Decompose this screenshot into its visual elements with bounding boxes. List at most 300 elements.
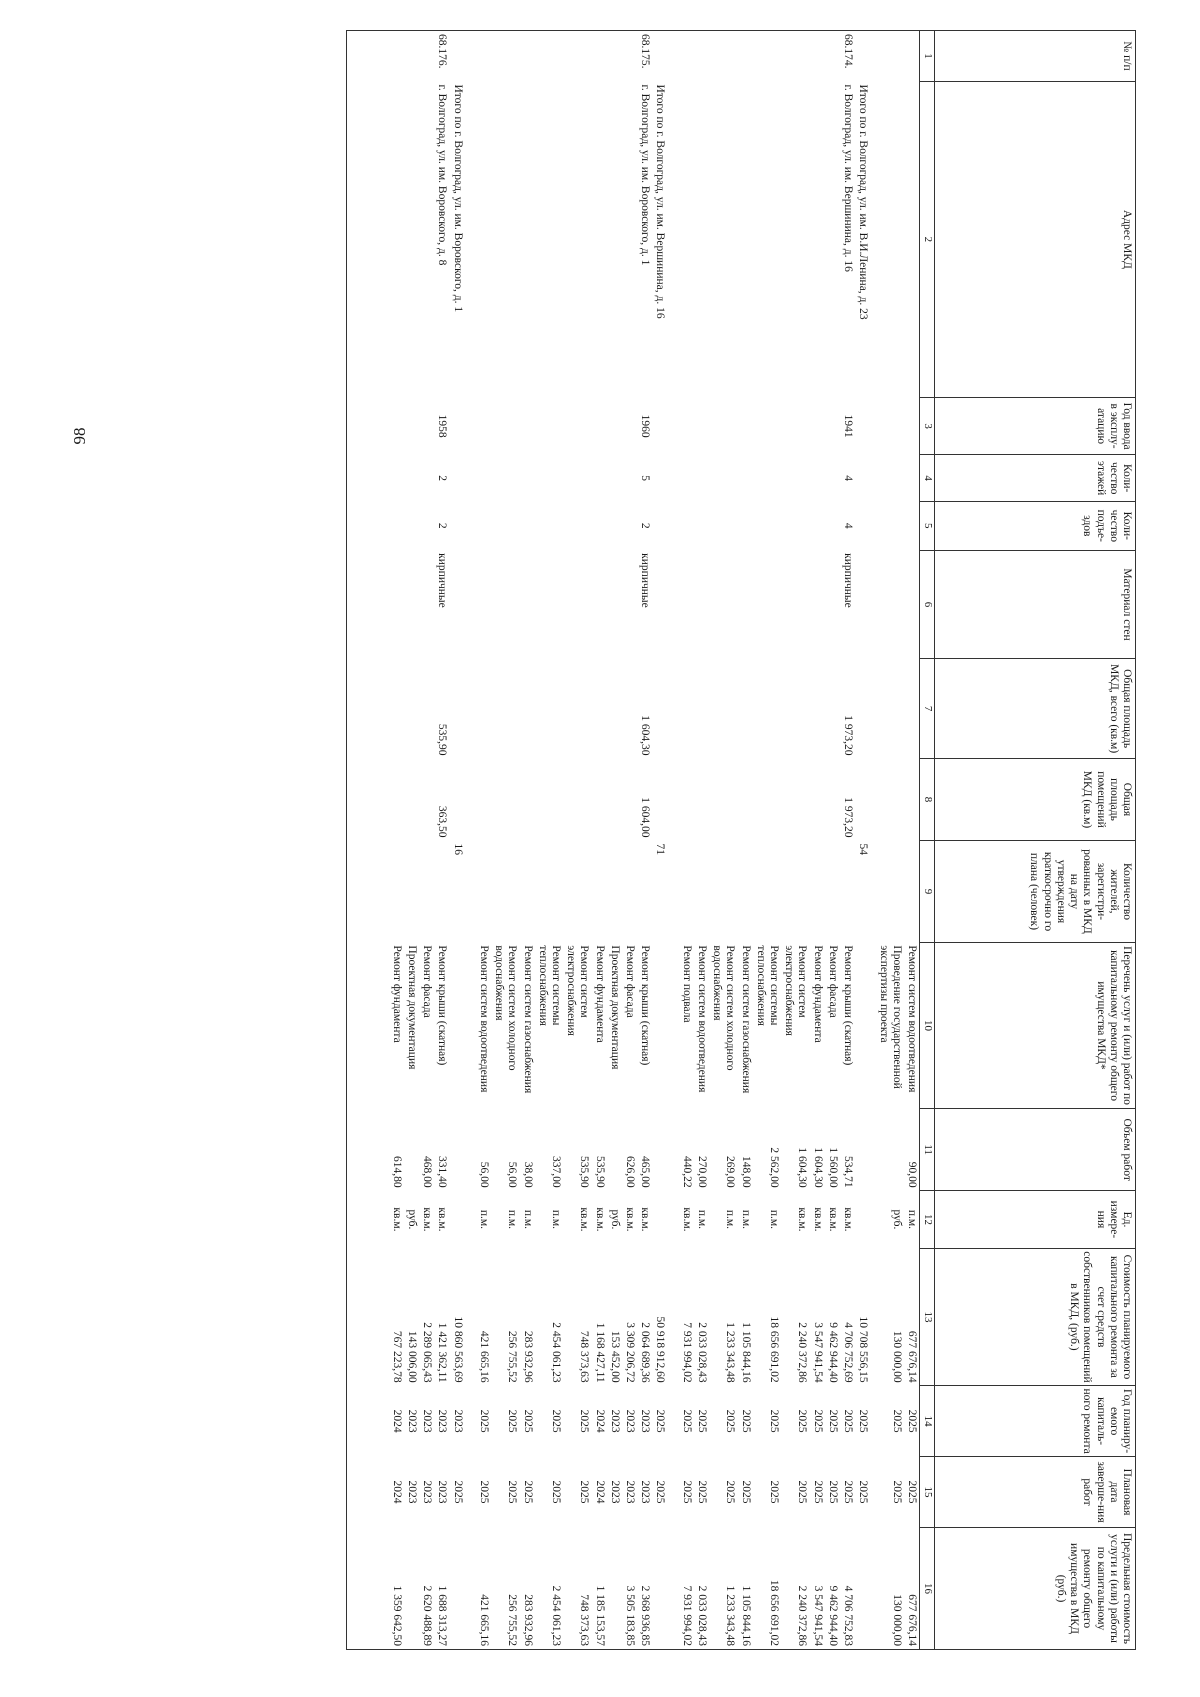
table-cell bbox=[622, 81, 637, 397]
table-cell bbox=[449, 758, 469, 840]
table-cell bbox=[607, 659, 622, 759]
column-header: Плановая дата заверше-ния работ bbox=[935, 1457, 1136, 1528]
table-cell bbox=[709, 501, 737, 550]
table-cell bbox=[637, 840, 652, 942]
area-rooms: 1 973,20 bbox=[842, 797, 855, 838]
table-cell bbox=[476, 840, 491, 942]
total-residents: 71 bbox=[654, 843, 667, 855]
work-year: 2023 bbox=[421, 1409, 434, 1433]
work-name: Ремонт крыши (скатная) bbox=[842, 945, 855, 1066]
wall-material: кирпичные bbox=[639, 553, 652, 608]
table-cell bbox=[825, 31, 840, 82]
work-limit-cost: 256 755,52 bbox=[491, 1527, 519, 1649]
table-cell bbox=[535, 81, 563, 397]
work-unit: кв.м. bbox=[390, 1207, 403, 1232]
table-cell bbox=[449, 1191, 469, 1249]
table-cell bbox=[419, 550, 434, 659]
table-cell bbox=[781, 81, 809, 397]
work-year: 2023 bbox=[624, 1409, 637, 1433]
table-cell bbox=[607, 397, 622, 455]
table-cell bbox=[591, 550, 606, 659]
table-row bbox=[781, 31, 809, 1650]
work-limit-cost: 1 185 153,57 bbox=[591, 1527, 606, 1649]
column-header: Стоимость планируемого капитального ремонта за счет средств собственников помещений в МКД, (руб.) bbox=[935, 1248, 1136, 1385]
table-cell bbox=[679, 501, 694, 550]
table-cell bbox=[389, 550, 404, 659]
table-cell bbox=[491, 81, 519, 397]
table-cell bbox=[404, 455, 419, 502]
work-end-date: 2023 bbox=[624, 1480, 637, 1504]
table-cell bbox=[753, 659, 781, 759]
table-cell bbox=[535, 397, 563, 455]
table-cell bbox=[673, 455, 679, 502]
work-unit: п.м. bbox=[549, 1209, 562, 1230]
work-limit-cost: 677 676,14 bbox=[904, 1527, 920, 1649]
table-cell bbox=[875, 455, 903, 502]
table-cell bbox=[673, 31, 679, 82]
work-volume bbox=[607, 1109, 622, 1191]
table-cell bbox=[519, 840, 534, 942]
table-cell bbox=[679, 840, 694, 942]
table-cell bbox=[519, 550, 534, 659]
table-cell bbox=[809, 81, 824, 397]
table-cell bbox=[904, 397, 920, 455]
table-cell bbox=[535, 501, 563, 550]
table-cell bbox=[449, 31, 469, 82]
table-cell bbox=[825, 455, 840, 502]
table-cell bbox=[904, 31, 920, 82]
table-cell bbox=[809, 501, 824, 550]
column-number: 7 bbox=[920, 659, 935, 759]
table-row bbox=[491, 31, 519, 1650]
table-cell bbox=[709, 659, 737, 759]
table-cell bbox=[470, 1527, 476, 1649]
work-name: Ремонт систем водоотведения bbox=[906, 945, 918, 1093]
table-cell bbox=[855, 31, 875, 82]
work-name: Ремонт систем газоснабжения bbox=[521, 945, 534, 1094]
work-cost: 1 233 343,48 bbox=[724, 1322, 737, 1383]
work-unit: кв.м. bbox=[796, 1207, 809, 1232]
work-cost: 2 289 065,43 bbox=[421, 1322, 434, 1383]
column-number-row bbox=[920, 31, 935, 1650]
table-cell bbox=[491, 758, 519, 840]
work-limit-cost: 1 359 642,50 bbox=[389, 1527, 404, 1649]
wall-material: кирпичные bbox=[842, 553, 855, 608]
table-cell bbox=[709, 758, 737, 840]
column-header: Ед. измере-ния bbox=[935, 1191, 1136, 1249]
work-year: 2024 bbox=[593, 1409, 606, 1433]
table-row bbox=[679, 31, 694, 1650]
work-limit-cost: 2 368 936,85 bbox=[637, 1527, 652, 1649]
table-row bbox=[694, 31, 709, 1650]
table-cell bbox=[673, 1248, 679, 1385]
table-cell bbox=[709, 397, 737, 455]
table-cell bbox=[652, 1191, 672, 1249]
total-label: Итого по г. Волгоград, ул. им. Воровского, д. 1 bbox=[451, 84, 464, 313]
work-unit: п.м. bbox=[739, 1209, 752, 1230]
work-year: 2025 bbox=[521, 1409, 534, 1433]
table-cell bbox=[470, 397, 476, 455]
work-year: 2025 bbox=[811, 1409, 824, 1433]
year-built: 1960 bbox=[639, 414, 652, 438]
table-cell bbox=[694, 501, 709, 550]
table-cell bbox=[875, 397, 903, 455]
total-residents: 54 bbox=[857, 843, 870, 855]
table-cell bbox=[449, 550, 469, 659]
work-unit: кв.м. bbox=[421, 1207, 434, 1232]
table-cell bbox=[679, 81, 694, 397]
table-cell bbox=[673, 659, 679, 759]
table-cell bbox=[652, 455, 672, 502]
work-limit-cost: 748 373,63 bbox=[563, 1527, 591, 1649]
table-cell bbox=[519, 758, 534, 840]
total-cost: 10 708 556,15 bbox=[857, 1316, 870, 1383]
table-cell bbox=[535, 31, 563, 82]
total-cost: 50 918 912,60 bbox=[654, 1316, 667, 1383]
work-name: Проектная документация bbox=[406, 945, 418, 1070]
table-cell bbox=[709, 31, 737, 82]
table-cell bbox=[875, 659, 903, 759]
table-cell bbox=[809, 31, 824, 82]
work-volume: 440,22 bbox=[680, 1156, 693, 1188]
table-cell bbox=[694, 455, 709, 502]
table-row bbox=[875, 31, 903, 1650]
table-cell bbox=[563, 758, 591, 840]
spacer-row bbox=[673, 31, 679, 1650]
work-unit: кв.м. bbox=[680, 1207, 693, 1232]
table-cell bbox=[404, 397, 419, 455]
column-header: Адрес МКД bbox=[935, 81, 1136, 397]
page-number: 98 bbox=[70, 427, 89, 445]
table-cell bbox=[563, 550, 591, 659]
table-cell bbox=[404, 758, 419, 840]
table-cell bbox=[875, 840, 903, 942]
column-number: 13 bbox=[920, 1248, 935, 1385]
table-cell bbox=[476, 550, 491, 659]
table-row bbox=[607, 31, 622, 1650]
table-cell bbox=[470, 659, 476, 759]
work-unit: кв.м. bbox=[826, 1207, 839, 1232]
work-limit-cost: 1 233 343,48 bbox=[709, 1527, 737, 1649]
table-cell bbox=[591, 81, 606, 397]
table-cell bbox=[855, 550, 875, 659]
table-cell bbox=[875, 81, 903, 397]
table-row bbox=[840, 31, 855, 1650]
area-rooms: 1 604,00 bbox=[639, 797, 652, 838]
table-cell bbox=[673, 942, 679, 1108]
table-row bbox=[753, 31, 781, 1650]
work-unit: кв.м. bbox=[624, 1207, 637, 1232]
work-cost: 421 665,16 bbox=[477, 1330, 490, 1383]
work-cost: 2 240 372,86 bbox=[796, 1322, 809, 1383]
work-name: Ремонт фундамента bbox=[593, 945, 606, 1043]
table-cell bbox=[825, 840, 840, 942]
column-header: Количество жителей, зарегистри-рованных в МКД на дату утверждения краткосрочно го плана (человек) bbox=[935, 840, 1136, 942]
table-cell bbox=[404, 31, 419, 82]
work-cost: 153 452,00 bbox=[608, 1330, 621, 1383]
spacer-row bbox=[470, 31, 476, 1650]
table-row bbox=[622, 31, 637, 1650]
work-end-date: 2025 bbox=[695, 1480, 708, 1504]
table-cell bbox=[904, 455, 920, 502]
work-end-date: 2025 bbox=[506, 1480, 519, 1504]
column-header: Материал стен bbox=[935, 550, 1136, 659]
work-end-date: 2025 bbox=[724, 1480, 737, 1504]
table-cell bbox=[346, 1248, 389, 1385]
column-number: 6 bbox=[920, 550, 935, 659]
table-cell bbox=[419, 758, 434, 840]
table-row bbox=[535, 31, 563, 1650]
table-cell bbox=[622, 31, 637, 82]
year-built: 1941 bbox=[842, 414, 855, 438]
table-cell bbox=[491, 659, 519, 759]
work-year: 2025 bbox=[477, 1409, 490, 1433]
total-label: Итого по г. Волгоград, ул. им. В.И.Ленина, д. 23 bbox=[857, 84, 870, 320]
table-cell bbox=[607, 81, 622, 397]
table-cell bbox=[652, 31, 672, 82]
work-end-date: 2025 bbox=[906, 1480, 918, 1504]
work-limit-cost: 2 240 372,86 bbox=[781, 1527, 809, 1649]
column-header: Объем работ bbox=[935, 1109, 1136, 1191]
floors: 5 bbox=[639, 475, 652, 482]
table-cell bbox=[737, 397, 752, 455]
table-row bbox=[346, 31, 389, 1650]
work-name: Ремонт систем холодного водоснабжения bbox=[711, 945, 737, 1071]
area-total: 535,90 bbox=[436, 723, 449, 756]
work-limit-cost bbox=[404, 1527, 419, 1649]
table-cell bbox=[404, 840, 419, 942]
column-header: Предельная стоимость услуги и (или) работы по капитальному ремонту общего имущества в МКД (руб.) bbox=[935, 1527, 1136, 1649]
table-cell bbox=[491, 501, 519, 550]
table-cell bbox=[470, 1191, 476, 1249]
work-year: 2025 bbox=[578, 1409, 591, 1433]
table-cell bbox=[404, 501, 419, 550]
table-cell bbox=[673, 1457, 679, 1528]
work-unit: п.м. bbox=[477, 1209, 490, 1230]
table-cell bbox=[389, 501, 404, 550]
table-cell bbox=[622, 758, 637, 840]
wall-material: кирпичные bbox=[436, 553, 449, 608]
work-unit: кв.м. bbox=[639, 1207, 652, 1232]
work-name: Ремонт систем электроснабжения bbox=[783, 945, 809, 1036]
column-header: Год планиру-емого капиталь-ного ремонта bbox=[935, 1386, 1136, 1457]
row-number: 68.174. bbox=[840, 31, 855, 82]
total-year: 2025 bbox=[654, 1409, 667, 1433]
table-cell bbox=[346, 81, 389, 397]
work-end-date: 2025 bbox=[680, 1480, 693, 1504]
total-cost: 10 860 563,69 bbox=[451, 1316, 464, 1383]
table-cell bbox=[652, 942, 672, 1108]
table-cell bbox=[781, 550, 809, 659]
table-cell bbox=[389, 659, 404, 759]
table-cell bbox=[470, 942, 476, 1108]
table-cell bbox=[673, 758, 679, 840]
table-cell bbox=[449, 1109, 469, 1191]
work-name: Ремонт систем холодного водоснабжения bbox=[493, 945, 519, 1071]
work-cost: 1 105 844,16 bbox=[739, 1322, 752, 1383]
table-cell bbox=[389, 758, 404, 840]
table-cell bbox=[679, 397, 694, 455]
table-cell bbox=[346, 1457, 389, 1528]
table-row bbox=[563, 31, 591, 1650]
table-cell bbox=[476, 758, 491, 840]
table-cell bbox=[591, 840, 606, 942]
table-cell bbox=[434, 840, 449, 942]
table-cell bbox=[694, 397, 709, 455]
table-cell bbox=[875, 758, 903, 840]
work-year: 2025 bbox=[890, 1409, 903, 1433]
area-rooms: 363,50 bbox=[436, 805, 449, 838]
work-name: Ремонт фасада bbox=[421, 945, 434, 1018]
table-cell bbox=[346, 758, 389, 840]
work-limit-cost: 421 665,16 bbox=[476, 1527, 491, 1649]
work-cost: 18 656 691,02 bbox=[768, 1316, 781, 1383]
table-cell bbox=[753, 840, 781, 942]
table-cell bbox=[809, 550, 824, 659]
total-end-date: 2025 bbox=[857, 1480, 870, 1504]
entrances: 2 bbox=[639, 522, 652, 529]
work-name: Проектная документация bbox=[608, 945, 621, 1070]
table-cell bbox=[737, 81, 752, 397]
work-cost: 1 421 362,11 bbox=[436, 1322, 449, 1383]
table-cell bbox=[519, 659, 534, 759]
table-cell bbox=[591, 455, 606, 502]
table-cell bbox=[737, 501, 752, 550]
table-cell bbox=[825, 81, 840, 397]
table-cell bbox=[855, 455, 875, 502]
work-name: Ремонт системы теплоснабжения bbox=[754, 945, 781, 1026]
address: г. Волгоград, ул. им. Вершинина, д. 16 bbox=[842, 84, 855, 272]
table-cell bbox=[781, 397, 809, 455]
table-cell bbox=[622, 840, 637, 942]
table-cell bbox=[535, 455, 563, 502]
table-row bbox=[709, 31, 737, 1650]
table-row bbox=[825, 31, 840, 1650]
work-cost: 3 309 206,72 bbox=[624, 1322, 637, 1383]
work-volume: 465,00 bbox=[639, 1156, 652, 1188]
table-cell bbox=[825, 501, 840, 550]
table-cell bbox=[855, 942, 875, 1108]
table-cell bbox=[346, 550, 389, 659]
column-number: 1 bbox=[920, 31, 935, 82]
table-cell bbox=[404, 659, 419, 759]
work-end-date: 2023 bbox=[421, 1480, 434, 1504]
address: г. Волгоград, ул. им. Воровского, д. 8 bbox=[436, 84, 449, 266]
table-cell bbox=[346, 1109, 389, 1191]
column-number: 2 bbox=[920, 81, 935, 397]
column-number: 9 bbox=[920, 840, 935, 942]
table-cell bbox=[622, 501, 637, 550]
work-cost: 677 676,14 bbox=[906, 1330, 918, 1383]
work-year: 2025 bbox=[724, 1409, 737, 1433]
work-unit: кв.м. bbox=[593, 1207, 606, 1232]
work-unit: п.м. bbox=[506, 1209, 519, 1230]
table-cell bbox=[491, 31, 519, 82]
table-cell bbox=[563, 659, 591, 759]
work-name: Ремонт систем электроснабжения bbox=[565, 945, 591, 1036]
table-cell bbox=[470, 1109, 476, 1191]
work-year: 2025 bbox=[506, 1409, 519, 1433]
work-cost: 130 000,00 bbox=[890, 1330, 903, 1383]
table-cell bbox=[607, 758, 622, 840]
work-year: 2025 bbox=[768, 1409, 781, 1433]
table-cell bbox=[607, 455, 622, 502]
table-cell bbox=[673, 1109, 679, 1191]
table-cell bbox=[875, 501, 903, 550]
column-number: 10 bbox=[920, 942, 935, 1108]
work-cost: 3 547 941,54 bbox=[811, 1322, 824, 1383]
table-cell bbox=[607, 550, 622, 659]
table-cell bbox=[470, 81, 476, 397]
work-end-date: 2025 bbox=[796, 1480, 809, 1504]
table-cell bbox=[679, 455, 694, 502]
table-cell bbox=[825, 550, 840, 659]
column-number: 3 bbox=[920, 397, 935, 455]
table-cell bbox=[709, 840, 737, 942]
table-cell bbox=[419, 659, 434, 759]
table-cell bbox=[389, 397, 404, 455]
work-limit-cost: 1 688 313,27 bbox=[434, 1527, 449, 1649]
row-number: 68.175. bbox=[637, 31, 652, 82]
table-cell bbox=[737, 31, 752, 82]
table-cell bbox=[622, 397, 637, 455]
table-cell bbox=[904, 81, 920, 397]
table-cell bbox=[535, 840, 563, 942]
table-cell bbox=[855, 1527, 875, 1649]
work-volume: 468,00 bbox=[421, 1156, 434, 1188]
work-unit: п.м. bbox=[768, 1209, 781, 1230]
table-cell bbox=[591, 397, 606, 455]
table-cell bbox=[470, 1248, 476, 1385]
work-limit-cost: 3 505 183,85 bbox=[622, 1527, 637, 1649]
work-end-date: 2023 bbox=[406, 1480, 418, 1504]
work-volume: 148,00 bbox=[739, 1156, 752, 1188]
table-cell bbox=[476, 455, 491, 502]
work-year: 2025 bbox=[695, 1409, 708, 1433]
table-cell bbox=[652, 758, 672, 840]
work-name: Ремонт системы теплоснабжения bbox=[536, 945, 562, 1026]
column-header: Год ввода в эксплу-атацию bbox=[935, 397, 1136, 455]
table-cell bbox=[825, 758, 840, 840]
table-cell bbox=[781, 758, 809, 840]
work-year: 2025 bbox=[739, 1409, 752, 1433]
table-cell bbox=[476, 81, 491, 397]
table-cell bbox=[753, 397, 781, 455]
work-end-date: 2025 bbox=[890, 1480, 903, 1504]
work-year: 2025 bbox=[842, 1409, 855, 1433]
work-volume: 2 562,00 bbox=[768, 1147, 781, 1188]
work-limit-cost: 2 033 028,43 bbox=[694, 1527, 709, 1649]
area-total: 1 604,30 bbox=[639, 715, 652, 756]
work-limit-cost: 18 656 691,02 bbox=[753, 1527, 781, 1649]
table-cell bbox=[694, 550, 709, 659]
work-unit: п.м. bbox=[724, 1209, 737, 1230]
table-cell bbox=[753, 81, 781, 397]
table-cell bbox=[563, 31, 591, 82]
table-cell bbox=[904, 840, 920, 942]
table-cell bbox=[346, 942, 389, 1108]
table-cell bbox=[476, 659, 491, 759]
column-header: № п/п bbox=[935, 31, 1136, 82]
total-residents: 16 bbox=[451, 843, 464, 855]
table-row bbox=[591, 31, 606, 1650]
work-year: 2023 bbox=[608, 1409, 621, 1433]
table-cell bbox=[346, 1191, 389, 1249]
table-cell bbox=[673, 81, 679, 397]
table-cell bbox=[470, 1386, 476, 1457]
work-end-date: 2025 bbox=[768, 1480, 781, 1504]
table-cell bbox=[694, 31, 709, 82]
